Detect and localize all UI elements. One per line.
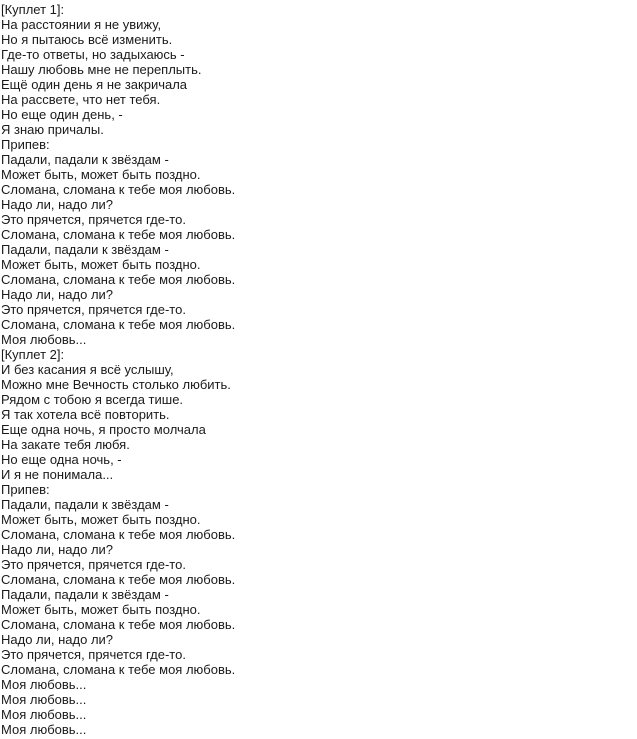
lyric-line: Ещё один день я не закричала: [1, 77, 188, 92]
lyric-line: Сломана, сломана к тебе моя любовь.: [1, 617, 236, 632]
lyric-line: И без касания я всё услышу,: [1, 362, 174, 377]
lyric-line: Падали, падали к звёздам -: [1, 152, 169, 167]
lyric-line: Но еще одна ночь, -: [1, 452, 122, 467]
lyric-line: Это прячется, прячется где-то.: [1, 302, 186, 317]
lyric-line: Моя любовь...: [1, 332, 87, 347]
lyric-line: Нашу любовь мне не переплыть.: [1, 62, 202, 77]
lyric-line: Может быть, может быть поздно.: [1, 512, 201, 527]
lyric-line: Сломана, сломана к тебе моя любовь.: [1, 572, 236, 587]
lyric-line: Рядом с тобою я всегда тише.: [1, 392, 184, 407]
verse-1-heading: [Куплет 1]:: [1, 2, 65, 17]
lyric-line: Но еще один день, -: [1, 107, 123, 122]
lyric-line: На расстоянии я не увижу,: [1, 17, 162, 32]
lyric-line: Можно мне Вечность столько любить.: [1, 377, 231, 392]
lyric-line: Сломана, сломана к тебе моя любовь.: [1, 272, 236, 287]
lyric-line: Может быть, может быть поздно.: [1, 602, 201, 617]
lyrics-text: [1, 2, 631, 737]
lyric-line: Надо ли, надо ли?: [1, 542, 114, 557]
lyric-line: Падали, падали к звёздам -: [1, 497, 169, 512]
lyric-line: Где-то ответы, но задыхаюсь -: [1, 47, 185, 62]
lyric-line: Надо ли, надо ли?: [1, 197, 114, 212]
lyric-line: Сломана, сломана к тебе моя любовь.: [1, 317, 236, 332]
lyric-line: Надо ли, надо ли?: [1, 632, 114, 647]
lyric-line: Сломана, сломана к тебе моя любовь.: [1, 527, 236, 542]
lyric-line: Моя любовь...: [1, 692, 87, 707]
lyric-line: Падали, падали к звёздам -: [1, 242, 169, 257]
lyric-line: Это прячется, прячется где-то.: [1, 212, 186, 227]
chorus-2-heading: Припев:: [1, 482, 50, 497]
lyric-line: Сломана, сломана к тебе моя любовь.: [1, 227, 236, 242]
lyric-line: Может быть, может быть поздно.: [1, 257, 201, 272]
lyric-line: Это прячется, прячется где-то.: [1, 557, 186, 572]
lyric-line: Сломана, сломана к тебе моя любовь.: [1, 182, 236, 197]
lyric-line: Может быть, может быть поздно.: [1, 167, 201, 182]
verse-2-heading: [Куплет 2]:: [1, 347, 65, 362]
lyric-line: Падали, падали к звёздам -: [1, 587, 169, 602]
lyric-line: Моя любовь...: [1, 707, 87, 722]
lyric-line: Надо ли, надо ли?: [1, 287, 114, 302]
lyric-line: Я так хотела всё повторить.: [1, 407, 170, 422]
lyric-line: На рассвете, что нет тебя.: [1, 92, 161, 107]
lyric-line: На закате тебя любя.: [1, 437, 130, 452]
lyric-line: Но я пытаюсь всё изменить.: [1, 32, 173, 47]
chorus-1-heading: Припев:: [1, 137, 50, 152]
lyric-line: Сломана, сломана к тебе моя любовь.: [1, 662, 236, 677]
lyric-line: И я не понимала...: [1, 467, 114, 482]
lyric-line: Еще одна ночь, я просто молчала: [1, 422, 206, 437]
lyric-line: Моя любовь...: [1, 677, 87, 692]
lyric-line: Это прячется, прячется где-то.: [1, 647, 186, 662]
lyric-line: Я знаю причалы.: [1, 122, 104, 137]
lyric-line: Моя любовь...: [1, 722, 87, 737]
